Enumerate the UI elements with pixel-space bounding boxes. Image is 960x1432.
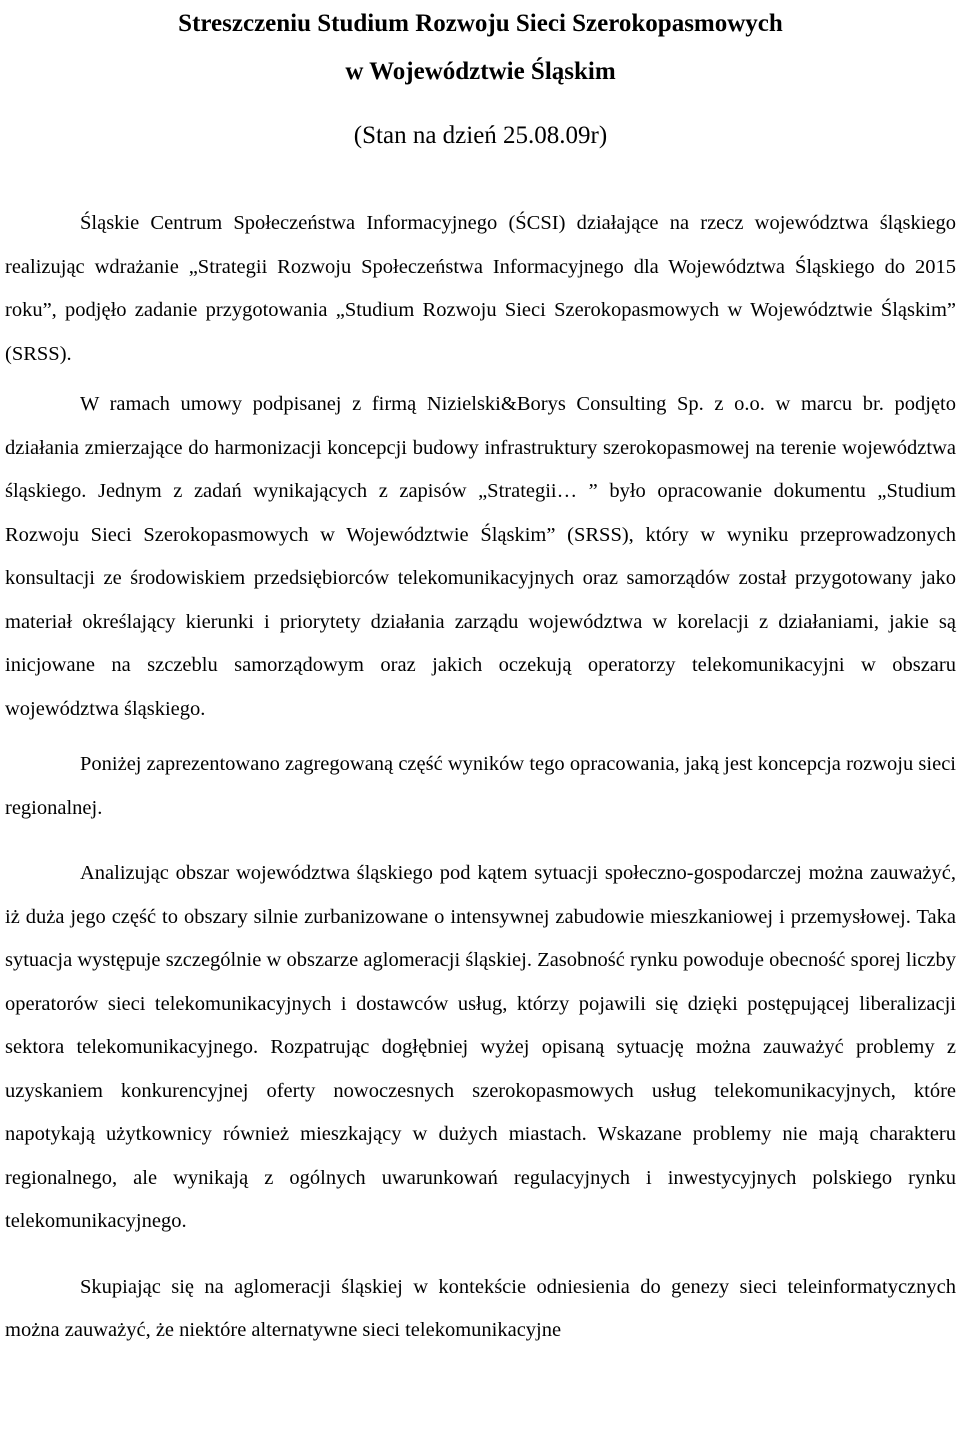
- title-line-1: Streszczeniu Studium Rozwoju Sieci Szerokopasmowych: [178, 10, 783, 37]
- paragraph-1: Śląskie Centrum Społeczeństwa Informacyjnego (ŚCSI) działające na rzecz województwa śląskiego realizując wdrażanie „Strategii Rozwoju Społeczeństwa Informacyjnego dla Województwa Śląskiego do 2015 roku”, podjęło zadanie przygotowania „Studium Rozwoju Sieci Szerokopasmowych w Województwie Śląskim” (SRSS).: [5, 212, 956, 365]
- paragraph-2: W ramach umowy podpisanej z firmą Nizielski&Borys Consulting Sp. z o.o. w marcu br. podjęto działania zmierzające do harmonizacji koncepcji budowy infrastruktury szerokopasmowej na terenie województwa śląskiego. Jednym z zadań wynikających z zapisów „Strategii… ” było opracowanie dokumentu „Studium Rozwoju Sieci Szerokopasmowych w Województwie Śląskim” (SRSS), który w wyniku przeprowadzonych konsultacji ze środowiskiem przedsiębiorców telekomunikacyjnych oraz samorządów został przygotowany jako materiał określający kierunki i priorytety działania zarządu województwa w korelacji z działaniami, jakie są inicjowane na szczeblu samorządowym oraz jakich oczekują operatorzy telekomunikacyjni w obszaru województwa śląskiego.: [5, 393, 956, 720]
- paragraph-5: Skupiając się na aglomeracji śląskiej w kontekście odniesienia do genezy sieci teleinformatycznych można zauważyć, że niektóre alternatywne sieci telekomunikacyjne: [5, 1275, 956, 1341]
- title-line-2: w Województwie Śląskim: [345, 58, 616, 85]
- status-date: (Stan na dzień 25.08.09r): [353, 122, 608, 149]
- paragraph-4: Analizując obszar województwa śląskiego pod kątem sytuacji społeczno-gospodarczej można zauważyć, iż duża jego część to obszary silnie zurbanizowane o intensywnej zabudowie mieszkaniowej i przemysłowej. Taka sytuacja występuje szczególnie w obszarze aglomeracji śląskiej. Zasobność rynku powoduje obecność sporej liczby operatorów sieci telekomunikacyjnych i dostawców usług, którzy pojawili się dzięki postępującej liberalizacji sektora telekomunikacyjnego. Rozpatrując dogłębniej wyżej opisaną sytuację można zauważyć problemy z uzyskaniem konkurencyjnej oferty nowoczesnych szerokopasmowych usług telekomunikacyjnych, które napotykają użytkownicy również mieszkający w dużych miastach. Wskazane problemy nie mają charakteru regionalnego, ale wynikają z ogólnych uwarunkowań regulacyjnych i inwestycyjnych polskiego rynku telekomunikacyjnego.: [5, 862, 956, 1232]
- document-title: [5, 0, 956, 96]
- paragraph-3: Poniżej zaprezentowano zagregowaną część wyników tego opracowania, jaką jest koncepcja rozwoju sieci regionalnej.: [5, 753, 956, 819]
